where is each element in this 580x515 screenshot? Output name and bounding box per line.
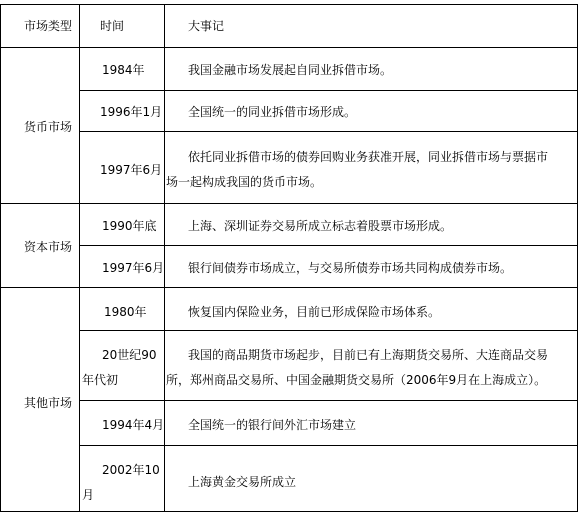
event-cell-line1: 我国的商品期货市场起步，目前已有上海期货交易所、大连商品交易	[188, 348, 549, 362]
event-cell-line1: 依托同业拆借市场的债券回购业务获准开展，同业拆借市场与票据市	[188, 150, 549, 164]
header-time: 时间	[100, 19, 125, 33]
row-divider	[80, 445, 578, 446]
time-cell: 1996年1月	[100, 105, 163, 119]
time-cell-line1: 2002年10	[102, 463, 160, 477]
event-cell: 全国统一的银行间外汇市场建立	[188, 418, 357, 432]
time-cell-line2: 年代初	[82, 373, 119, 387]
event-cell: 银行间债券市场成立，与交易所债券市场共同构成债券市场。	[188, 261, 513, 275]
border-bottom	[0, 511, 578, 512]
row-divider	[80, 90, 578, 91]
event-cell: 上海黄金交易所成立	[188, 475, 297, 489]
event-cell-line2: 场一起构成我国的货币市场。	[166, 175, 323, 189]
time-cell: 1984年	[102, 63, 145, 77]
event-cell: 全国统一的同业拆借市场形成。	[188, 105, 357, 119]
time-cell: 1997年6月	[100, 163, 163, 177]
group-label-capital-market: 资本市场	[24, 240, 73, 254]
time-cell-line2: 月	[82, 488, 95, 502]
group-label-money-market: 货币市场	[24, 120, 73, 134]
group-divider	[0, 203, 578, 204]
event-cell: 上海、深圳证券交易所成立标志着股票市场形成。	[188, 219, 453, 233]
header-event: 大事记	[188, 19, 225, 33]
row-divider	[80, 245, 578, 246]
row-divider	[80, 400, 578, 401]
event-cell: 恢复国内保险业务，目前已形成保险市场体系。	[188, 305, 441, 319]
row-divider	[80, 330, 578, 331]
event-cell-line2: 所，郑州商品交易所、中国金融期货交易所（2006年9月在上海成立）。	[166, 373, 547, 387]
time-cell-line1: 20世纪90	[102, 348, 157, 362]
border-left	[0, 4, 1, 512]
header-divider	[0, 47, 578, 48]
border-right	[577, 4, 578, 512]
time-cell: 1994年4月	[102, 418, 165, 432]
border-top	[0, 4, 578, 5]
group-divider	[0, 287, 578, 288]
group-label-other-market: 其他市场	[24, 396, 73, 410]
time-cell: 1997年6月	[102, 261, 165, 275]
header-market-type: 市场类型	[24, 19, 73, 33]
row-divider	[80, 131, 578, 132]
col-divider-type	[79, 4, 80, 512]
event-cell: 我国金融市场发展起自同业拆借市场。	[188, 63, 393, 77]
time-cell: 1990年底	[102, 219, 157, 233]
time-cell: 1980年	[104, 305, 147, 319]
